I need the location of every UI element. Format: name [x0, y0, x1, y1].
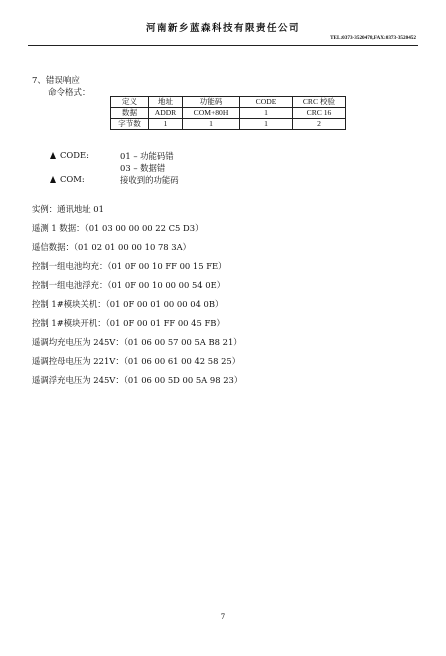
- table-cell: CRC 16: [293, 108, 346, 119]
- example-line: 遥测 1 数据：（01 03 00 00 00 22 C5 D3）: [32, 223, 204, 233]
- table-cell: 字节数: [111, 119, 149, 130]
- table-cell: 功能码: [183, 97, 240, 108]
- example-line: 控制一组电池均充：（01 0F 00 10 FF 00 15 FE）: [32, 261, 227, 271]
- contact-info: TEL:0373-3520478,FAX:0373-3520452: [330, 35, 416, 41]
- triangle-bullet-icon: [50, 152, 56, 159]
- table-cell: CODE: [240, 97, 293, 108]
- com-label: COM:: [60, 174, 85, 184]
- command-format-table: [110, 96, 346, 130]
- table-cell: 1: [183, 119, 240, 130]
- example-line: 遥调浮充电压为 245V：（01 06 00 5D 00 5A 98 23）: [32, 375, 243, 385]
- table-cell: 2: [293, 119, 346, 130]
- example-line: 遥调均充电压为 245V：（01 06 00 57 00 5A B8 21）: [32, 337, 242, 347]
- table-cell: ADDR: [149, 108, 183, 119]
- triangle-bullet-icon: [50, 176, 56, 183]
- example-line: 控制一组电池浮充：（01 0F 00 10 00 00 54 0E）: [32, 280, 226, 290]
- example-line: 控制 1#模块开机：（01 0F 00 01 FF 00 45 FB）: [32, 318, 225, 328]
- page-number: 7: [220, 613, 226, 621]
- table-cell: CRC 校验: [293, 97, 346, 108]
- table-cell: 1: [240, 119, 293, 130]
- command-format-label: 命令格式：: [48, 88, 91, 98]
- example-line: 实例：通讯地址 01: [32, 204, 104, 214]
- table-cell: 1: [240, 108, 293, 119]
- code-label: CODE:: [60, 150, 89, 160]
- example-line: 控制 1#模块关机：（01 0F 00 01 00 00 04 0B）: [32, 299, 224, 309]
- code-value-1: 01 – 功能码错: [120, 151, 174, 161]
- table-cell: 1: [149, 119, 183, 130]
- example-line: 遥调控母电压为 221V：（01 06 00 61 00 42 58 25）: [32, 356, 241, 366]
- table-row: [111, 97, 346, 108]
- code-value-2: 03 – 数据错: [120, 163, 166, 173]
- table-cell: COM+80H: [183, 108, 240, 119]
- header-divider: [28, 45, 418, 46]
- section-title: 7、错误响应: [32, 76, 80, 86]
- company-name: 河南新乡蓝森科技有限责任公司: [145, 23, 300, 34]
- table-row: [111, 119, 346, 130]
- example-line: 遥信数据：（01 02 01 00 00 10 78 3A）: [32, 242, 192, 252]
- com-note: [50, 174, 179, 185]
- table-cell: 地址: [149, 97, 183, 108]
- table-row: [111, 108, 346, 119]
- table-cell: 定义: [111, 97, 149, 108]
- table-cell: 数据: [111, 108, 149, 119]
- code-note: [50, 150, 174, 161]
- com-value: 接收到的功能码: [120, 175, 179, 185]
